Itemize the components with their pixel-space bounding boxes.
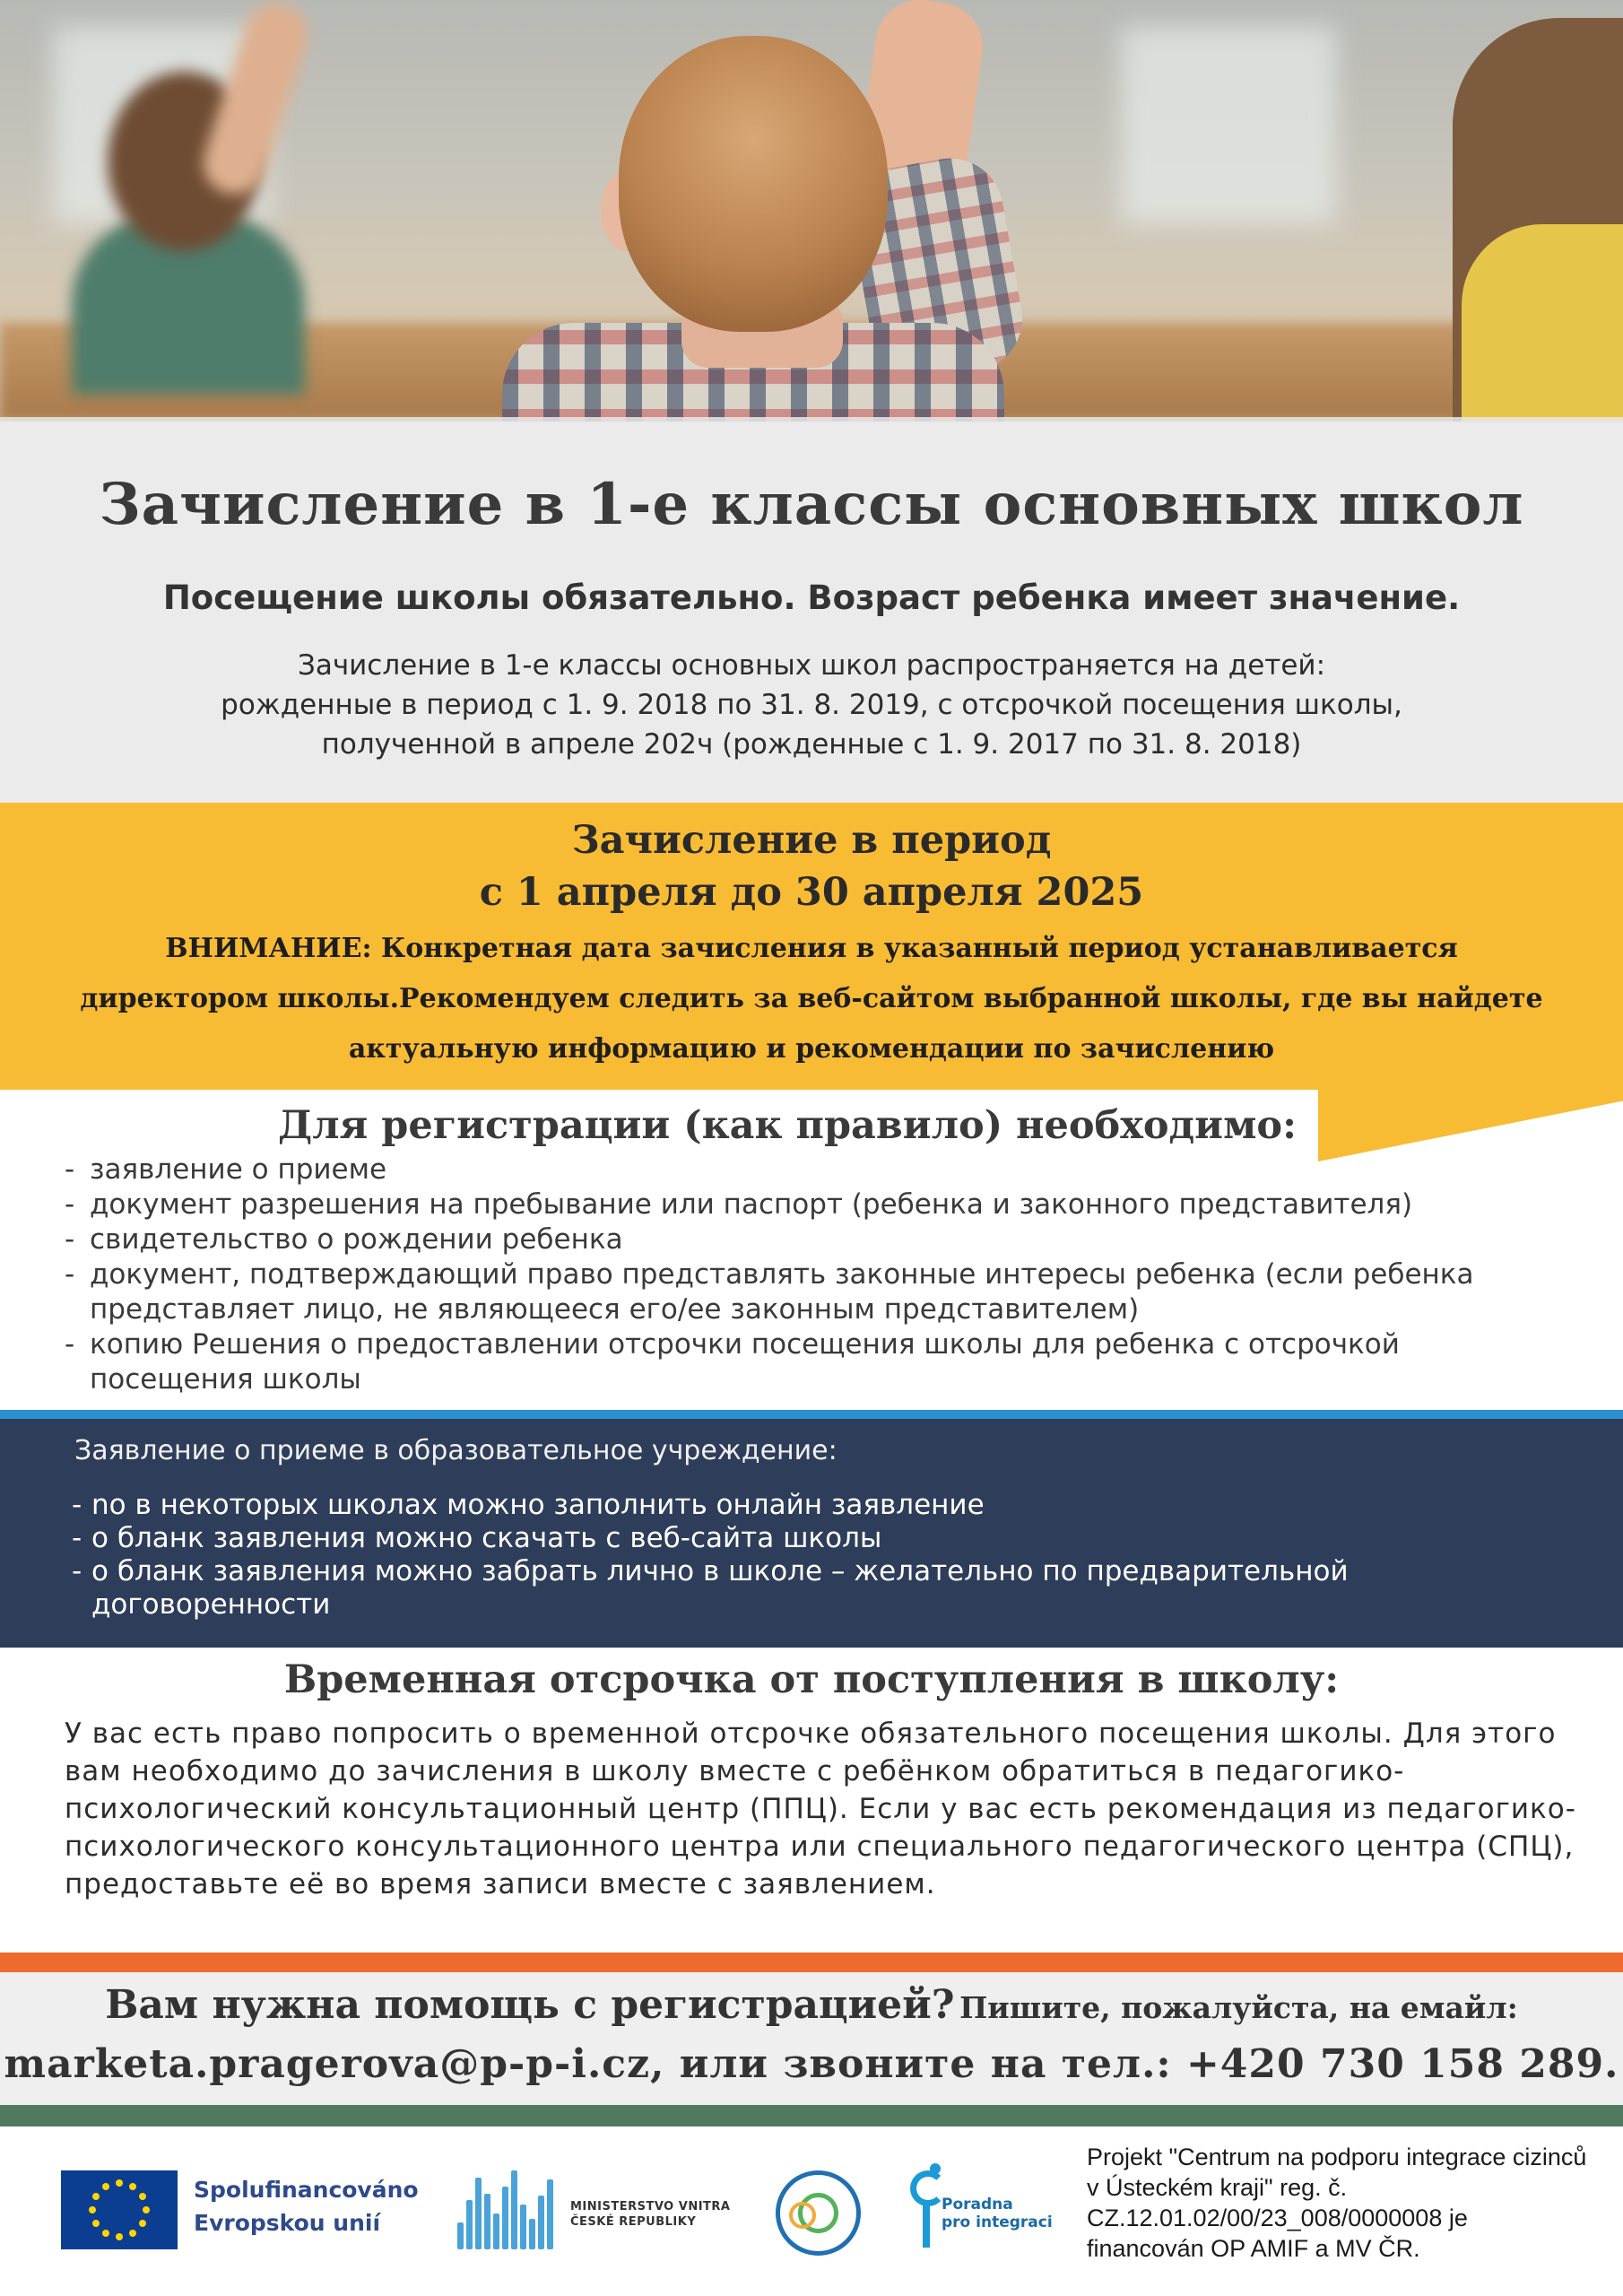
list-item: - no в некоторых школах можно заполнить онлайн заявление [72, 1489, 1542, 1522]
ministry-label-line: ČESKÉ REPUBLIKY [570, 2215, 697, 2229]
help-question-text: Вам нужна помощь с регистрацией? [105, 1982, 955, 2028]
page-subtitle: Посещение школы обязательно. Возраст ребенка имеет значение. [162, 578, 1461, 617]
list-item: - документ разрешения на пребывание или паспорт (ребенка и законного представителя) [65, 1187, 1535, 1222]
intro-text [90, 646, 1533, 764]
period-title [0, 814, 1623, 918]
eu-star [92, 2193, 100, 2200]
eu-star [116, 2233, 123, 2240]
logo-bar [502, 2187, 508, 2249]
help-prompt-text: Пишите, пожалуйста, на емайл: [959, 1990, 1518, 2025]
application-list [72, 1489, 1542, 1622]
eu-label-line: Evropskou unií [194, 2210, 381, 2236]
logo-bar [520, 2205, 526, 2249]
deferral-text: У вас есть право попросить о временной отсрочке обязательного посещения школы. Для этого вам необходимо до зачисления в школу вместе с ребёнком обратиться в педагогико-психологический консультационный центр (ППЦ). Если у вас есть рекомендация из педагогико-психологического консультационного центра или специального педагогического центра (СПЦ), предоставьте её во время записи вместе с заявлением. [65, 1718, 1576, 1900]
eu-star [139, 2193, 146, 2200]
ministry-label [570, 2199, 730, 2230]
list-item: - свидетельство о рождении ребенка [65, 1222, 1535, 1257]
period-dates: с 1 апреля до 30 апреля 2025 [479, 870, 1144, 915]
registration-list [65, 1152, 1535, 1397]
logo-bar [529, 2219, 535, 2249]
logo-bar [484, 2194, 490, 2249]
registration-title: Для регистрации (как правило) необходимо: [278, 1103, 1297, 1148]
eu-flag-icon [61, 2170, 178, 2249]
poradna-label-line: Poradna [942, 2196, 1013, 2213]
help-contact: marketa.pragerova@p-p-i.cz, или звоните на тел.: +420 730 158 289. [4, 2041, 1619, 2087]
eu-star [102, 2183, 109, 2190]
divider-line [0, 1410, 1623, 1419]
list-item: - o бланк заявления можно скачать с веб-сайта школы [72, 1522, 1542, 1555]
eu-star [92, 2220, 100, 2227]
bg-window [1121, 27, 1336, 224]
eu-star [129, 2230, 136, 2237]
project-info: Projekt "Centrum na podporu integrace cizinců v Ústeckém kraji" reg. č. CZ.12.01.02/00/23_008/0000008 je financován OP AMIF a MV ČR. [1087, 2144, 1587, 2262]
logo-bar [475, 2178, 482, 2249]
period-warning [27, 924, 1596, 1074]
page-title: Зачисление в 1-е классы основных школ [99, 471, 1524, 538]
poradna-label-line: pro integraci [942, 2213, 1053, 2231]
eu-cofinance-label [194, 2173, 419, 2239]
eu-label-line: Spolufinancováno [194, 2177, 419, 2203]
girl-shirt [1462, 224, 1623, 422]
list-item: - копию Решения о предоставлении отсрочки посещения школы для ребенка с отсрочкой посещения школы [65, 1327, 1535, 1397]
logo-bar [466, 2200, 473, 2249]
ministry-label-line: MINISTERSTVO VNITRA [570, 2200, 731, 2213]
logo-bar [493, 2213, 499, 2249]
logo-bar [547, 2179, 553, 2249]
eu-star [89, 2206, 96, 2213]
list-item: - o бланк заявления можно забрать лично в школе – желательно по предварительной договоренности [72, 1555, 1542, 1622]
help-question [0, 1982, 1623, 2028]
intro-line: рожденные в период с 1. 9. 2018 по 31. 8. 2019, с отсрочкой посещения школы, [221, 689, 1402, 721]
intro-line: Зачисление в 1-е классы основных школ распространяется на детей: [297, 649, 1326, 682]
decorative-tab [1318, 1081, 1623, 1161]
warning-line: директором школы.Рекомендуем следить за веб-сайтом выбранной школы, где вы найдете [80, 983, 1543, 1014]
warning-line: актуальную информацию и рекомендации по зачислению [348, 1033, 1275, 1065]
list-item: - заявление о приеме [65, 1152, 1535, 1187]
poradna-label [942, 2196, 1053, 2231]
eu-star [129, 2183, 136, 2190]
divider-line [0, 2105, 1623, 2126]
logo-bar [457, 2222, 464, 2249]
eu-star [143, 2206, 150, 2213]
ministry-logo-icon [457, 2169, 558, 2249]
list-item: - документ, подтверждающий право представлять законные интересы ребенка (если ребенка представляет лицо, не являющееся его/ее законным представителем) [65, 1257, 1535, 1327]
intro-line: полученной в апреле 202ч (рожденные с 1. 9. 2017 по 31. 8. 2018) [321, 728, 1302, 761]
warning-line: ВНИМАНИЕ: Конкретная дата зачисления в указанный период устанавливается [165, 933, 1458, 964]
logo-bar [511, 2170, 517, 2249]
logo-bar [538, 2196, 544, 2249]
deferral-title: Временная отсрочка от поступления в школу: [283, 1657, 1340, 1702]
eu-star [102, 2230, 109, 2237]
eu-star [116, 2179, 123, 2187]
period-title-line: Зачисление в период [571, 818, 1052, 863]
eu-star [139, 2220, 146, 2227]
centrum-cizincu-logo-icon [776, 2170, 861, 2256]
divider-line [0, 1952, 1623, 1972]
application-title: Заявление о приеме в образовательное учреждение: [74, 1435, 838, 1466]
hero-photo [0, 0, 1623, 422]
boy-head [619, 36, 888, 332]
